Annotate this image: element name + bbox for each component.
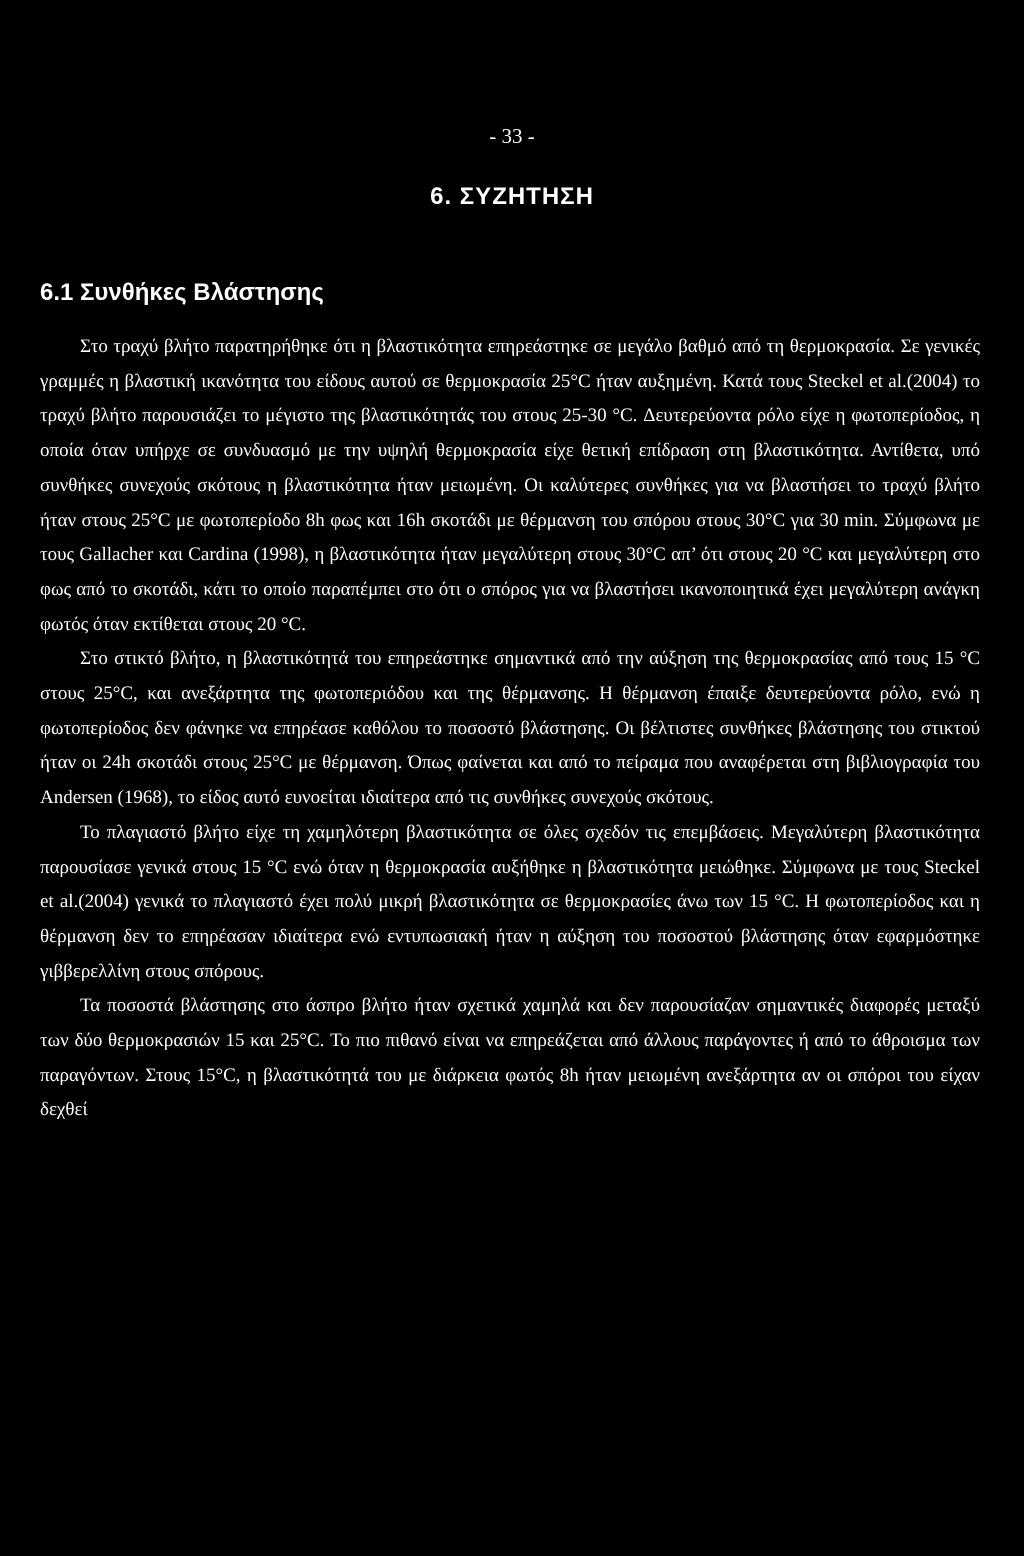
paragraph: Το πλαγιαστό βλήτο είχε τη χαμηλότερη βλαστικότητα σε όλες σχεδόν τις επεμβάσεις. Μεγαλύτερη βλαστικότητα παρουσίασε γενικά στους 15 °C ενώ όταν η θερμοκρασία αυξήθηκε η βλαστικότητα μειώθηκε. Σύμφωνα με τους Steckel et al.(2004) γενικά το πλαγιαστό έχει πολύ μικρή βλαστικότητα σε θερμοκρασίες άνω των 15 °C. Η φωτοπερίοδος και η θέρμανση δεν το επηρέασαν ιδιαίτερα ενώ εντυπωσιακή ήταν η αύξηση του ποσοστού βλάστησης όταν εφαρμόστηκε γιββερελλίνη στους σπόρους. [40, 821, 980, 982]
paragraph: Στο στικτό βλήτο, η βλαστικότητά του επηρεάστηκε σημαντικά από την αύξηση της θερμοκρασίας από τους 15 °C στους 25°C, και ανεξάρτητα της φωτοπεριόδου και της θέρμανσης. Η θέρμανση έπαιξε δευτερεύοντα ρόλο, ενώ η φωτοπερίοδος δεν φάνηκε να επηρέασε καθόλου το ποσοστό βλάστησης. Οι βέλτιστες συνθήκες βλάστησης του στικτού ήταν οι 24h σκοτάδι στους 25°C με θέρμανση. Όπως φαίνεται και από το πείραμα που αναφέρεται στη βιβλιογραφία του Andersen (1968), το είδος αυτό ευνοείται ιδιαίτερα από τις συνθήκες συνεχούς σκότους. [40, 648, 980, 809]
section-title: 6.1 Συνθήκες Βλάστησης [40, 279, 324, 306]
page-number: - 33 - [489, 124, 535, 148]
body-text [40, 330, 980, 1128]
chapter-title: 6. ΣΥΖΗΤΗΣΗ [430, 183, 594, 210]
paragraph: Στο τραχύ βλήτο παρατηρήθηκε ότι η βλαστικότητα επηρεάστηκε σε μεγάλο βαθμό από τη θερμοκρασία. Σε γενικές γραμμές η βλαστική ικανότητα του είδους αυτού σε θερμοκρασία 25°C ήταν αυξημένη. Κατά τους Steckel et al.(2004) το τραχύ βλήτο παρουσιάζει το μέγιστο της βλαστικότητάς του στους 25-30 °C. Δευτερεύοντα ρόλο είχε η φωτοπερίοδος, η οποία όταν υπήρχε σε συνδυασμό με την υψηλή θερμοκρασία είχε θετική επίδραση στη βλαστικότητα. Αντίθετα, υπό συνθήκες συνεχούς σκότους η βλαστικότητα ήταν μειωμένη. Οι καλύτερες συνθήκες για να βλαστήσει το τραχύ βλήτο ήταν στους 25°C με φωτοπερίοδο 8h φως και 16h σκοτάδι με θέρμανση του σπόρου στους 30°C για 30 min. Σύμφωνα με τους Gallacher και Cardina (1998), η βλαστικότητα ήταν μεγαλύτερη στους 30°C απ’ ότι στους 20 °C και μεγαλύτερη στο φως από το σκοτάδι, κάτι το οποίο παραπέμπει στο ότι ο σπόρος για να βλαστήσει ικανοποιητικά έχει μεγαλύτερη ανάγκη φωτός όταν εκτίθεται στους 20 °C. [40, 336, 980, 635]
paragraph: Τα ποσοστά βλάστησης στο άσπρο βλήτο ήταν σχετικά χαμηλά και δεν παρουσίαζαν σημαντικές διαφορές μεταξύ των δύο θερμοκρασιών 15 και 25°C. Το πιο πιθανό είναι να επηρεάζεται από άλλους παράγοντες ή από το άθροισμα των παραγόντων. Στους 15°C, η βλαστικότητά του με διάρκεια φωτός 8h ήταν μειωμένη ανεξάρτητα αν οι σπόροι του είχαν δεχθεί [40, 995, 980, 1121]
